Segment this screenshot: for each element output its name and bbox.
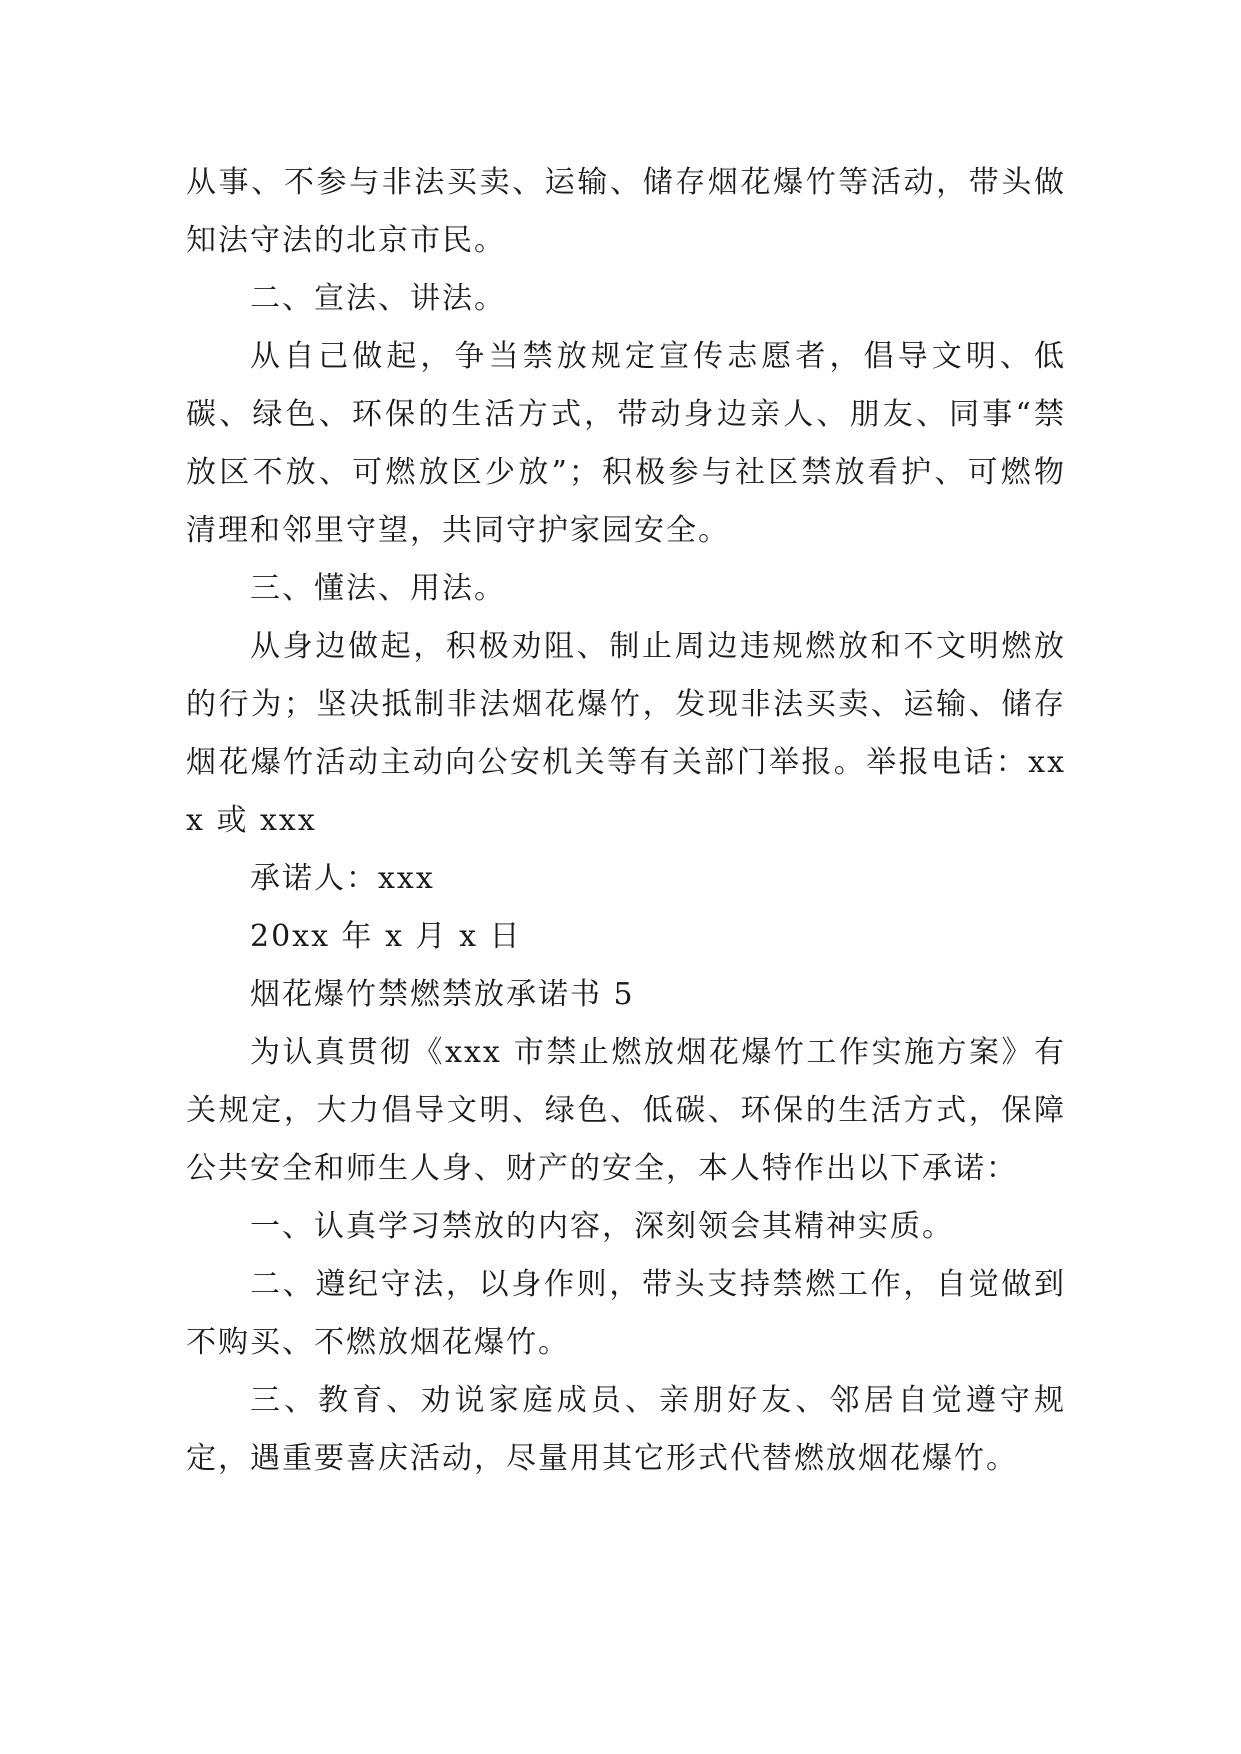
date-line: 20xx 年 x 月 x 日 [250, 919, 522, 954]
paragraph-section-three: 从身边做起，积极劝阻、制止周边违规燃放和不文明燃放的行为；坚决抵制非法烟花爆竹，发现非法买卖、运输、储存烟花爆竹活动主动向公安机关等有关部门举报。举报电话：xxx 或 xxx [186, 629, 1066, 838]
pledge-item-three: 三、教育、劝说家庭成员、亲朋好友、邻居自觉遵守规定，遇重要喜庆活动，尽量用其它形式代替燃放烟花爆竹。 [186, 1383, 1066, 1476]
signatory-line: 承诺人：xxx [250, 861, 435, 896]
document-body [186, 154, 1066, 1488]
paragraph-section-two: 从自己做起，争当禁放规定宣传志愿者，倡导文明、低碳、绿色、环保的生活方式，带动身边亲人、朋友、同事“禁放区不放、可燃放区少放”；积极参与社区禁放看护、可燃物清理和邻里守望，共同守护家园安全。 [186, 339, 1066, 548]
pledge-item-one: 一、认真学习禁放的内容，深刻领会其精神实质。 [250, 1209, 954, 1244]
document-title-5: 烟花爆竹禁燃禁放承诺书 5 [250, 977, 635, 1012]
paragraph-preamble: 为认真贯彻《xxx 市禁止燃放烟花爆竹工作实施方案》有关规定，大力倡导文明、绿色、低碳、环保的生活方式，保障公共安全和师生人身、财产的安全，本人特作出以下承诺： [186, 1035, 1066, 1186]
pledge-item-two: 二、遵纪守法，以身作则，带头支持禁燃工作，自觉做到不购买、不燃放烟花爆竹。 [186, 1267, 1066, 1360]
heading-section-three: 三、懂法、用法。 [250, 571, 506, 606]
paragraph-continuation: 从事、不参与非法买卖、运输、储存烟花爆竹等活动，带头做知法守法的北京市民。 [186, 165, 1066, 258]
heading-section-two: 二、宣法、讲法。 [250, 281, 506, 316]
